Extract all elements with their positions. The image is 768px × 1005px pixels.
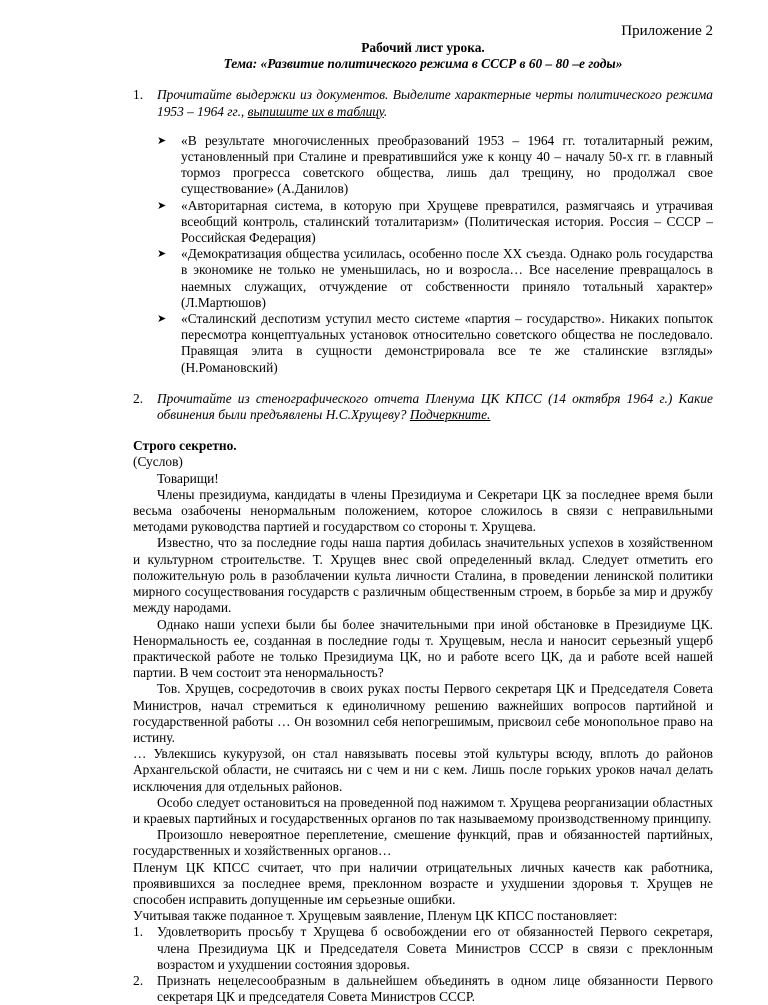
arrow-bullet-icon: ➤ <box>157 134 167 147</box>
document-paragraph-mix: Произошло невероятное переплетение, смешение функций, прав и обязанностей партийных, государственных и хозяйственных органов… <box>133 827 713 859</box>
task-1-text: Прочитайте выдержки из документов. Выделите характерные черты политического режима 1953 – 1964 гг., <box>157 87 713 119</box>
quote-item <box>157 133 713 198</box>
quote-text: «Сталинский деспотизм уступил место системе «партия – государство». Никаких попыток пересмотра концептуальных установок относительно советского общества не последовало. Правящая элита в сущности демонстрировала все те же сталинские взгляды» (Н.Романовский) <box>181 311 713 375</box>
resolution-number: 1. <box>133 924 144 940</box>
document-paragraph-plenum: Пленум ЦК КПСС считает, что при наличии отрицательных личных качеств как работника, проявившихся за последнее время, преклонном возрасте и ухудшении здоровья т. Хрущев не способен исправить допущенные им серьезные ошибки. <box>133 859 713 907</box>
task-1-tail: . <box>383 103 388 119</box>
quote-item <box>157 198 713 247</box>
speaker-name: (Суслов) <box>133 454 183 470</box>
document-paragraph: Тов. Хрущев, сосредоточив в своих руках посты Первого секретаря ЦК и Председателя Совета Министров, начал стремиться к единоличному решению важнейших вопросов партийной и государственной работы … Он возомнил себя непогрешимым, присвоил себе монопольное право на истину. <box>133 681 713 745</box>
quote-text: «В результате многочисленных преобразований 1953 – 1964 гг. тоталитарный режим, установленный при Сталине и превратившийся уже к концу 40 – началу 50-х гг. в главный тормоз прогресса советского общества, лишь дал трещину, но продолжал свое существование» (А.Данилов) <box>181 132 713 197</box>
quote-item <box>157 246 713 311</box>
quote-item <box>157 311 713 376</box>
greeting: Товарищи! <box>157 470 219 486</box>
resolution-number: 2. <box>133 972 144 988</box>
document-paragraph: Члены президиума, кандидаты в члены Президиума и Секретари ЦК за последнее время были весьма озабочены ненормальным положением, которое сложилось в связи с неправильными методами руководства партией и государством со стороны т. Хрущева. <box>133 486 713 535</box>
resolution-list <box>133 924 713 1005</box>
resolution-text: Удовлетворить просьбу т Хрущева б освобождении его от обязанностей Первого секретаря, члена Президиума ЦК и Председателя Совета Министров СССР в связи с преклонным возрастом и ухудшении состояния здоровья. <box>157 924 713 972</box>
quote-text: «Авторитарная система, в которую при Хрущеве превратился, размягчаясь и утрачивая всеобщий контроль, сталинский тоталитаризм» (Политическая история. Россия – СССР – Российская Федерация) <box>181 197 713 246</box>
document-paragraph: Однако наши успехи были бы более значительными при иной обстановке в Президиуме ЦК. Ненормальность ее, созданная в последние годы т. Хрущевым, несла и наносит серьезный ущерб практической работе не только Президиума ЦК, но и работе всего ЦК, да и работе всей нашей партии. В чем состоит эта ненормальность? <box>133 616 713 681</box>
plenum-document <box>133 438 713 1005</box>
arrow-bullet-icon: ➤ <box>157 313 167 326</box>
resolution-text: Признать нецелесообразным в дальнейшем объединять в одном лице обязанности Первого секретаря ЦК и председателя Совета Министров СССР. <box>157 972 713 1005</box>
worksheet-topic: Тема: «Развитие политического режима в СССР в 60 – 80 –е годы» <box>223 56 623 72</box>
resolution-item <box>133 924 713 973</box>
quote-text: «Демократизация общества усилилась, особенно после XX съезда. Однако роль государства в экономике не только не уменьшилась, но и возросла… Все население превращалось в наемных служащих, отчуждение от собственности приняло тотальный характер» (Л.Мартюшов) <box>181 246 713 310</box>
quote-list <box>157 133 713 376</box>
task-1 <box>133 87 713 119</box>
document-paragraph-reorg: Особо следует остановиться на проведенной под нажимом т. Хрущева реорганизации областных и краевых партийных и государственных органов по так называемому производственному принципу. <box>133 794 713 826</box>
task-1-underlined: выпишите их в таблицу <box>247 103 384 119</box>
secrecy-heading: Строго секретно. <box>133 438 237 454</box>
task-2 <box>133 391 713 423</box>
task-2-number: 2. <box>133 390 144 406</box>
task-2-text: Прочитайте из стенографического отчета Пленума ЦК КПСС (14 октября 1964 г.) Какие обвинения были предъявлены Н.С.Хрущеву? <box>157 390 713 423</box>
resolution-item <box>133 973 713 1005</box>
task-1-number: 1. <box>133 87 144 103</box>
worksheet-title: Рабочий лист урока. <box>361 40 485 55</box>
task-2-underlined: Подчеркните. <box>409 407 491 423</box>
appendix-label: Приложение 2 <box>621 23 713 39</box>
document-paragraph: Известно, что за последние годы наша партия добилась значительных успехов в хозяйственном и культурном строительстве. Т. Хрущев внес свой определенный вклад. Следует отметить его положительную роль в разоблачении культа личности Сталина, в проведении ленинской политики мирного сосуществования государств с различным общественным строем, в борьбе за мир и дружбу между народами. <box>133 535 713 616</box>
document-paragraph-resolve: Учитывая также поданное т. Хрущевым заявление, Пленум ЦК КПСС постановляет: <box>133 908 618 924</box>
arrow-bullet-icon: ➤ <box>157 199 167 212</box>
arrow-bullet-icon: ➤ <box>157 248 167 261</box>
document-paragraph-corn: … Увлекшись кукурузой, он стал навязывать посевы этой культуры всюду, вплоть до районов Архангельской области, не считаясь ни с чем и ни с кем. Лишь после горьких уроков начал делать исключения для отдельных районов. <box>133 746 713 794</box>
